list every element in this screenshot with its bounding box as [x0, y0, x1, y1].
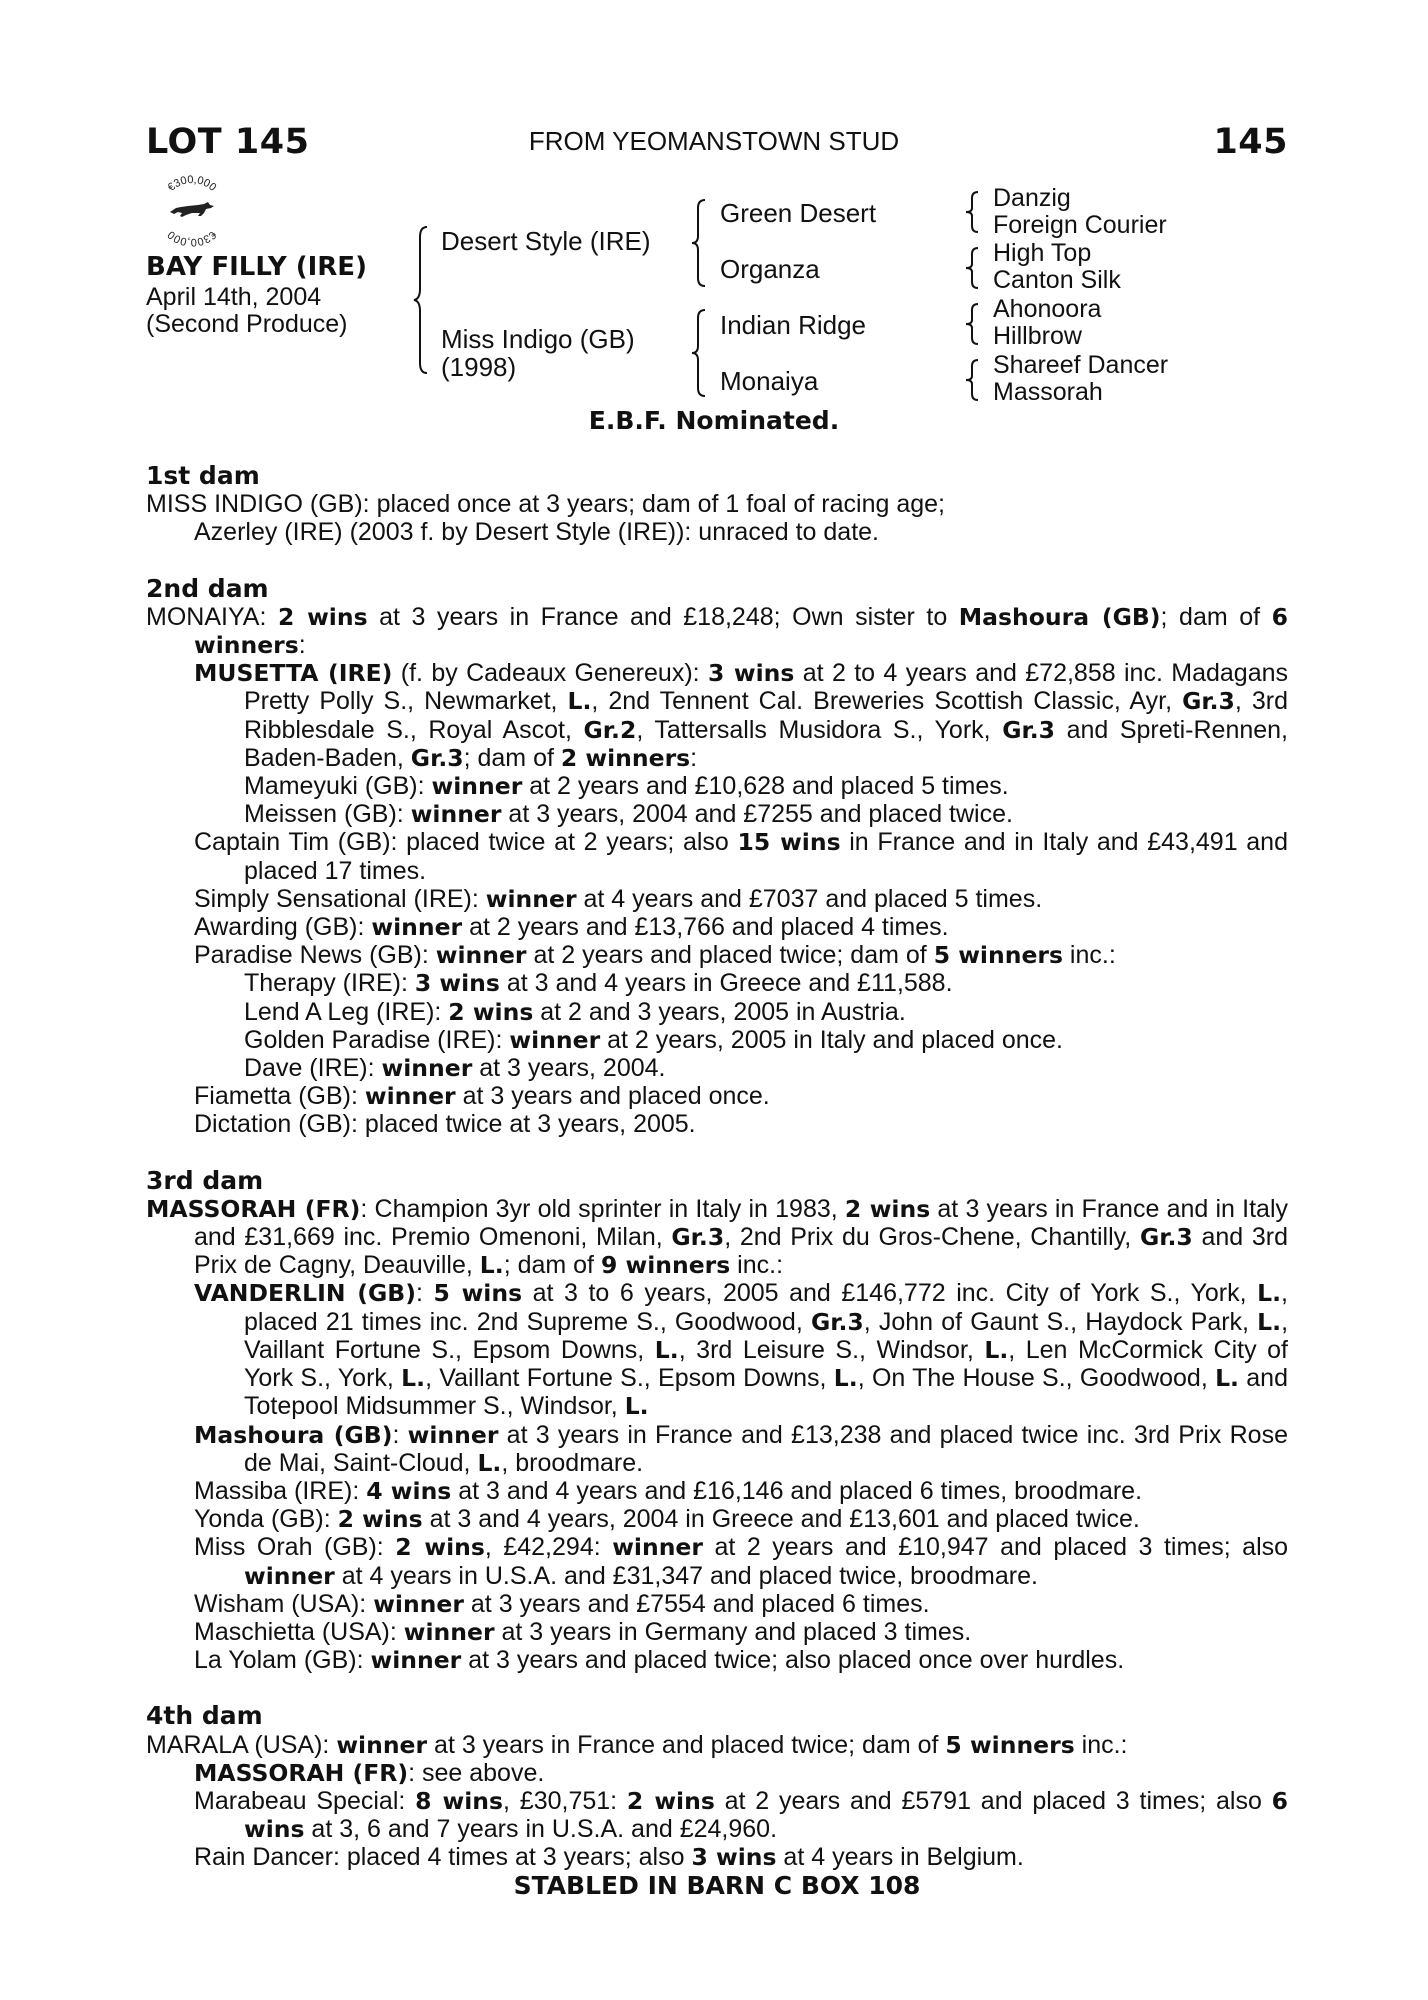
pedigree-brace-g3 [964, 302, 982, 346]
produce-entry: Simply Sensational (IRE): winner at 4 years and £7037 and placed 5 times. [194, 884, 1043, 913]
pedigree-ggp-4: Canton Silk [993, 266, 1121, 294]
produce-entry: Miss Orah (GB): 2 wins, £42,294: winner at 2 years and £10,947 and placed 3 times; also winner at 4 years in U.S.A. and £31,347 and placed twice, broodmare. [194, 1533, 1289, 1590]
produce-entry: Therapy (IRE): 3 wins at 3 and 4 years in Greece and £11,588. [244, 969, 953, 998]
produce-entry: VANDERLIN (GB): 5 wins at 3 to 6 years, 2005 and £146,772 inc. City of York S., York, L., placed 21 times inc. 2nd Supreme S., Goodwood, Gr.3, John of Gaunt S., Haydock Park, L., Vaillant Fortune S., Epsom Downs, L., 3rd Leisure S., Windsor, L., Len McCormick City of York S., York, L., Vaillant Fortune S., Epsom Downs, L., On The House S., Goodwood, L. and Totepool Midsummer S., Windsor, L. [194, 1279, 1289, 1421]
dam-entry: MARALA (USA): winner at 3 years in France and placed twice; dam of 5 winners inc.: [146, 1730, 1128, 1759]
produce-entry: Awarding (GB): winner at 2 years and £13,766 and placed 4 times. [194, 913, 949, 942]
pedigree-ggp-3: High Top [993, 239, 1092, 267]
produce-note: (Second Produce) [146, 310, 348, 338]
pedigree-dam-year: (1998) [441, 352, 517, 382]
pedigree-dam: Miss Indigo (GB) [441, 324, 635, 354]
dam-entry: MASSORAH (FR): Champion 3yr old sprinter in Italy in 1983, 2 wins at 3 years in France and in Italy and £31,669 inc. Premio Omenoni, Milan, Gr.3, 2nd Prix du Gros-Chene, Chantilly, Gr.3 and 3rd Prix de Cagny, Deauville, L.; dam of 9 winners inc.: [146, 1194, 1288, 1280]
pedigree-brace-dam [690, 308, 710, 398]
pedigree-sire-sire: Green Desert [720, 198, 877, 228]
produce-entry: Paradise News (GB): winner at 2 years and placed twice; dam of 5 winners inc.: [194, 941, 1116, 970]
catalogue-body [146, 462, 1288, 1900]
pedigree-sire-dam: Organza [720, 254, 820, 284]
fox-icon [170, 202, 214, 217]
section-heading: 2nd dam [146, 573, 269, 603]
produce-entry: MUSETTA (IRE) (f. by Cadeaux Genereux): 3 wins at 2 to 4 years and £72,858 inc. Madagans Pretty Polly S., Newmarket, L., 2nd Tennent Cal. Breweries Scottish Classic, Ayr, Gr.3, 3rd Ribblesdale S., Royal Ascot, Gr.2, Tattersalls Musidora S., York, Gr.3 and Spreti-Rennen, Baden-Baden, Gr.3; dam of 2 winners: [194, 659, 1289, 772]
ebf-note: E.B.F. Nominated. [588, 406, 840, 435]
lot-title: LOT 145 [146, 122, 310, 162]
produce-entry: Maschietta (USA): winner at 3 years in Germany and placed 3 times. [194, 1617, 972, 1646]
produce-entry: Massiba (IRE): 4 wins at 3 and 4 years and £16,146 and placed 6 times, broodmare. [194, 1476, 1143, 1505]
produce-entry: Dave (IRE): winner at 3 years, 2004. [244, 1054, 666, 1083]
produce-entry: Meissen (GB): winner at 3 years, 2004 and £7255 and placed twice. [244, 800, 1013, 829]
produce-entry: Mameyuki (GB): winner at 2 years and £10,628 and placed 5 times. [244, 772, 1009, 801]
horse-sex: BAY FILLY (IRE) [146, 252, 367, 282]
produce-entry: MASSORAH (FR): see above. [194, 1758, 545, 1787]
section-heading: 1st dam [146, 461, 260, 490]
pedigree-ggp-8: Massorah [993, 378, 1103, 406]
foaling-date: April 14th, 2004 [146, 283, 322, 311]
pedigree-brace-g2 [964, 246, 982, 290]
price-badge [154, 172, 230, 248]
pedigree-ggp-6: Hillbrow [993, 322, 1082, 350]
produce-entry: Rain Dancer: placed 4 times at 3 years; also 3 wins at 4 years in Belgium. [194, 1843, 1024, 1872]
produce-entry: La Yolam (GB): winner at 3 years and placed twice; also placed once over hurdles. [194, 1646, 1125, 1675]
dam-entry: MISS INDIGO (GB): placed once at 3 years; dam of 1 foal of racing age; [146, 490, 945, 519]
pedigree-ggp-1: Danzig [993, 184, 1071, 212]
produce-entry: Mashoura (GB): winner at 3 years in France and £13,238 and placed twice inc. 3rd Prix Rose de Mai, Saint-Cloud, L., broodmare. [194, 1420, 1288, 1477]
produce-entry: Yonda (GB): 2 wins at 3 and 4 years, 2004 in Greece and £13,601 and placed twice. [194, 1505, 1140, 1534]
dam-entry: MONAIYA: 2 wins at 3 years in France and £18,248; Own sister to Mashoura (GB); dam of 6 winners: [146, 602, 1288, 660]
pedigree-brace-g1 [964, 190, 982, 234]
pedigree-ggp-7: Shareef Dancer [993, 351, 1169, 379]
vendor-heading: FROM YEOMANSTOWN STUD [528, 126, 900, 156]
produce-entry: Wisham (USA): winner at 3 years and £7554 and placed 6 times. [194, 1589, 930, 1618]
pedigree-brace-sire [690, 198, 710, 288]
pedigree-ggp-5: Ahonoora [993, 295, 1102, 323]
pedigree-sire: Desert Style (IRE) [441, 226, 651, 256]
pedigree-brace-g4 [964, 358, 982, 402]
produce-entry: Captain Tim (GB): placed twice at 2 years; also 15 wins in France and in Italy and £43,491 and placed 17 times. [194, 828, 1288, 885]
section-heading: 4th dam [146, 1701, 263, 1731]
svg-text:€300,000 [166, 174, 219, 194]
produce-entry: Dictation (GB): placed twice at 3 years, 2005. [194, 1110, 696, 1139]
badge-text-bottom: €300,000 [165, 228, 219, 248]
pedigree-dam-sire: Indian Ridge [720, 310, 866, 340]
lot-number: 145 [1213, 122, 1288, 162]
pedigree-ggp-2: Foreign Courier [993, 211, 1167, 239]
svg-text:€300,000 [166, 228, 219, 248]
badge-text-top: €300,000 [165, 173, 219, 194]
stabling-note: STABLED IN BARN C BOX 108 [513, 1870, 921, 1900]
produce-entry: Marabeau Special: 8 wins, £30,751: 2 wins at 2 years and £5791 and placed 3 times; also 6 wins at 3, 6 and 7 years in U.S.A. and £24,960. [194, 1786, 1289, 1844]
produce-entry: Golden Paradise (IRE): winner at 2 years, 2005 in Italy and placed once. [244, 1025, 1063, 1054]
produce-entry: Fiametta (GB): winner at 3 years and placed once. [194, 1082, 770, 1111]
pedigree-dam-dam: Monaiya [720, 366, 819, 396]
pedigree-brace-1 [412, 225, 432, 375]
produce-entry: Azerley (IRE) (2003 f. by Desert Style (IRE)): unraced to date. [194, 518, 879, 547]
section-heading: 3rd dam [146, 1165, 264, 1195]
produce-entry: Lend A Leg (IRE): 2 wins at 2 and 3 years, 2005 in Austria. [244, 997, 906, 1026]
